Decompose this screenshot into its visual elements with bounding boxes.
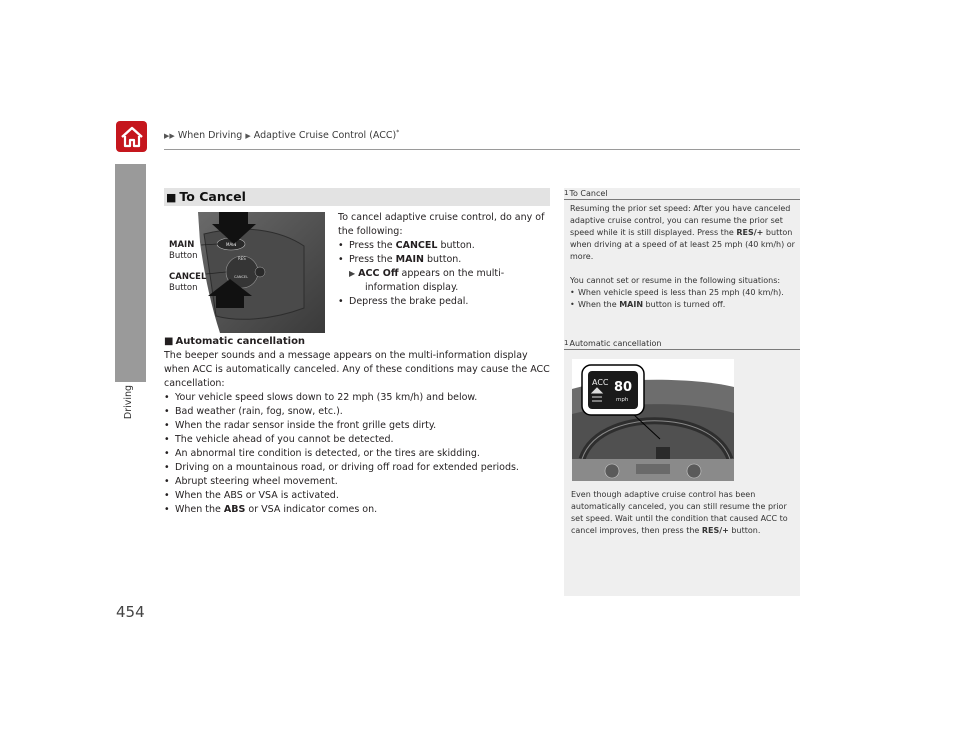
intro-text: To cancel adaptive cruise control, do any of the following: — [338, 212, 545, 237]
home-button[interactable] — [116, 121, 147, 152]
list-item: • Driving on a mountainous road, or driving off road for extended periods. — [164, 461, 550, 475]
note-title: To Cancel — [569, 189, 608, 198]
note-heading-auto-cancel — [564, 339, 800, 350]
list-item: • Bad weather (rain, fog, snow, etc.). — [164, 405, 550, 419]
note-number: 1 — [564, 189, 569, 197]
square-bullet-icon: ■ — [166, 191, 177, 204]
note-paragraph — [570, 203, 796, 263]
note-title: Automatic cancellation — [569, 339, 662, 348]
display-speed-text: 80 — [614, 380, 633, 395]
note1-text-b: button when driving at a speed of at least 25 mph (40 km/h) or more. — [570, 228, 795, 261]
list-item: • When the radar sensor inside the front grille gets dirty. — [164, 419, 550, 433]
cancel-instructions — [338, 211, 548, 309]
page-number: 454 — [116, 603, 145, 621]
main-callout-line2: Button — [169, 251, 198, 261]
wheel-cancel-text: CANCEL — [234, 275, 249, 279]
last-item-post: or VSA indicator comes on. — [245, 504, 378, 515]
bullet2-post: button. — [423, 254, 462, 265]
breadcrumb-arrow-icon: ▶▶ — [164, 132, 175, 141]
header-divider — [164, 149, 800, 150]
bullet2-pre: Press the — [349, 254, 396, 265]
bullet1-bold: CANCEL — [395, 240, 438, 251]
home-icon — [120, 126, 144, 148]
breadcrumb-link-when-driving[interactable]: When Driving — [177, 130, 243, 142]
wheel-main-text: MAIN — [226, 242, 237, 247]
list-item: • Depress the brake pedal. — [338, 295, 548, 309]
note-b2-bold: MAIN — [619, 300, 644, 309]
note-auto-cancel — [571, 489, 795, 537]
option-mark: * — [396, 129, 400, 136]
cancel-button-callout — [169, 272, 206, 294]
list-item: • When vehicle speed is less than 25 mph (40 km/h). — [570, 287, 796, 299]
automatic-cancellation — [164, 335, 550, 517]
breadcrumb-arrow-icon: ▶ — [245, 132, 251, 141]
list-item — [338, 253, 548, 267]
note-to-cancel — [570, 203, 796, 311]
dashboard-figure — [572, 359, 734, 481]
note-number: 1 — [564, 339, 569, 347]
section-heading — [164, 188, 550, 206]
main-callout-line1: MAIN — [169, 240, 195, 250]
result-bold: ACC Off — [358, 268, 399, 279]
dashboard-illustration — [572, 359, 734, 481]
square-bullet-icon: ■ — [164, 336, 174, 347]
list-item — [338, 239, 548, 253]
note1-text-a: Resuming the prior set speed: After you have canceled adaptive cruise control, you can resume the prior set speed while it is still displayed. Press the — [570, 204, 791, 237]
note2-text-b: button. — [728, 526, 761, 535]
result-post2: information display. — [365, 282, 459, 293]
list-item: • The vehicle ahead of you cannot be detected. — [164, 433, 550, 447]
cancel-callout-line2: Button — [169, 283, 198, 293]
note-b2-pre: When the — [578, 300, 620, 309]
last-item-bold: ABS — [223, 504, 246, 515]
display-unit-text: mph — [616, 397, 629, 403]
auto-cancel-title: Automatic cancellation — [175, 336, 306, 347]
cancel-callout-line1: CANCEL — [169, 272, 207, 282]
steering-wheel-figure — [164, 212, 325, 333]
auto-cancel-heading — [164, 335, 550, 349]
chapter-tab[interactable] — [115, 164, 146, 382]
list-item: • When the ABS or VSA is activated. — [164, 489, 550, 503]
list-item: • Abrupt steering wheel movement. — [164, 475, 550, 489]
list-item: • Your vehicle speed slows down to 22 mph (35 km/h) and below. — [164, 391, 550, 405]
wheel-res-text: RES — [238, 256, 246, 261]
bullet1-pre: Press the — [349, 240, 396, 251]
last-item-pre: When the — [175, 504, 224, 515]
note2-bold: RES/+ — [701, 526, 729, 535]
result-arrow-icon: ▶ — [349, 269, 356, 278]
note-b2-post: button is turned off. — [643, 300, 726, 309]
auto-cancel-desc: The beeper sounds and a message appears on the multi-information display when ACC is automatically canceled. Any of these conditions may cause the ACC cancellation: — [164, 350, 550, 389]
result-post1: appears on the multi- — [398, 268, 505, 279]
chapter-label: Driving — [123, 384, 134, 420]
note-paragraph — [571, 489, 795, 537]
display-acc-text: ACC — [592, 378, 609, 387]
list-item — [164, 503, 550, 517]
main-button-callout — [169, 240, 197, 262]
bullet2-bold: MAIN — [395, 254, 424, 265]
list-item: • An abnormal tire condition is detected, or the tires are skidding. — [164, 447, 550, 461]
breadcrumb — [164, 129, 399, 141]
note2-text-a: Even though adaptive cruise control has been automatically canceled, you can still resume the prior set speed. Wait until the condition that caused ACC to cancel improves, then press the — [571, 490, 788, 535]
list-item — [570, 299, 796, 311]
section-title: To Cancel — [179, 189, 246, 204]
result-line — [338, 267, 548, 295]
breadcrumb-current: Adaptive Cruise Control (ACC) — [253, 130, 397, 142]
note-paragraph: You cannot set or resume in the following situations: — [570, 276, 781, 285]
note-heading-to-cancel — [564, 189, 800, 200]
note1-bold: RES/+ — [736, 228, 764, 237]
bullet1-post: button. — [437, 240, 475, 251]
